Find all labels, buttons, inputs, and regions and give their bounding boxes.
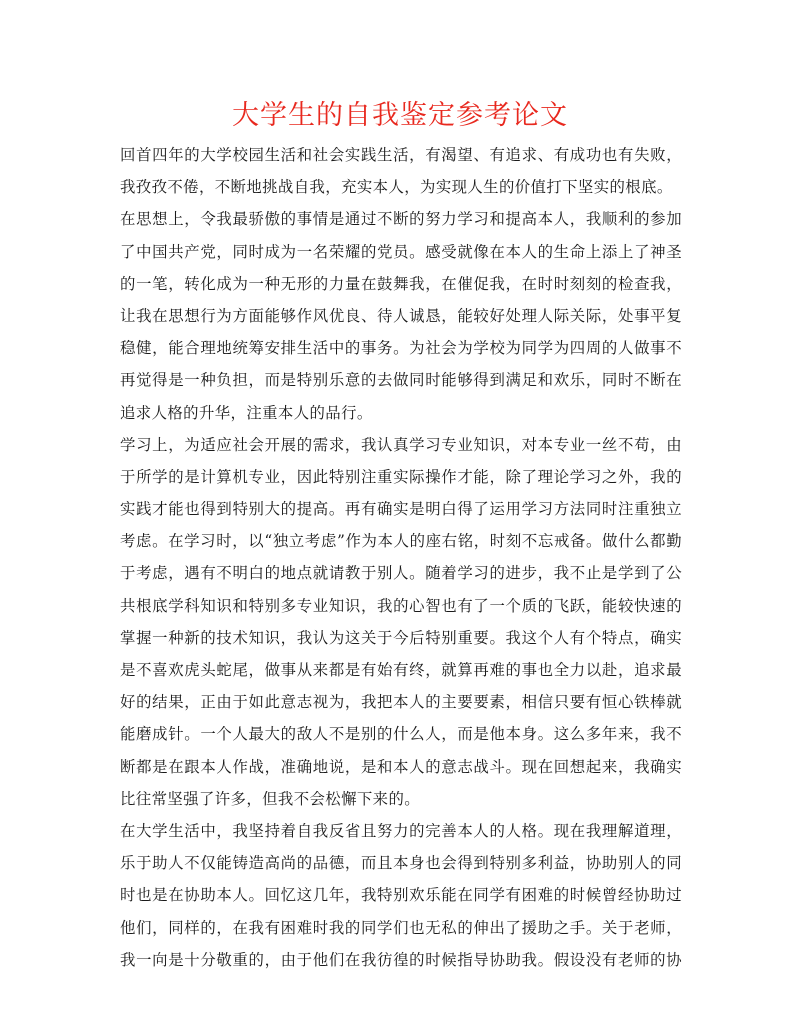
text-line: 时也是在协助本人。回忆这几年，我特别欢乐能在同学有困难的时候曾经协助过 [120,886,682,905]
text-line: 考虑。在学习时，以“独立考虑”作为本人的座右铭，时刻不忘戒备。做什么都勤 [120,532,682,551]
text-line: 乐于助人不仅能铸造高尚的品德，而且本身也会得到特别多利益，协助别人的同 [120,854,682,873]
text-line: 断都是在跟本人作战，准确地说，是和本人的意志战斗。现在回想起来，我确实 [120,757,682,776]
paragraph [120,203,682,428]
document-title: 大学生的自我鉴定参考论文 [232,100,568,131]
document-body [120,139,682,976]
text-line: 实践才能也得到特别大的提高。再有确实是明白得了运用学习方法同时注重独立 [120,500,682,519]
text-line: 共根底学科知识和特别多专业知识，我的心智也有了一个质的飞跃，能较快速的 [120,596,682,615]
text-line: 了中国共产党，同时成为一名荣耀的党员。感受就像在本人的生命上添上了神圣 [120,242,682,261]
text-line: 是不喜欢虎头蛇尾，做事从来都是有始有终，就算再难的事也全力以赴，追求最 [120,661,682,679]
text-line: 我孜孜不倦，不断地挑战自我，充实本人，为实现人生的价值打下坚实的根底。 [120,178,673,197]
text-line: 好的结果，正由于如此意志视为，我把本人的主要要素，相信只要有恒心铁棒就 [120,693,682,712]
text-line: 学习上，为适应社会开展的需求，我认真学习专业知识，对本专业一丝不苟，由 [120,435,682,454]
text-line: 掌握一种新的技术知识，我认为这关于今后特别重要。我这个人有个特点，确实 [120,628,682,647]
text-line: 比往常坚强了许多，但我不会松懈下来的。 [120,789,421,808]
text-line: 回首四年的大学校园生活和社会实践生活，有渴望、有追求、有成功也有失败， [120,146,682,164]
text-line: 追求人格的升华，注重本人的品行。 [120,403,373,422]
paragraph [120,429,682,815]
text-line: 在思想上，令我最骄傲的事情是通过不断的努力学习和提高本人，我顺利的参加 [120,210,682,229]
text-line: 再觉得是一种负担，而是特别乐意的去做同时能够得到满足和欢乐，同时不断在 [120,371,682,390]
text-line: 能磨成针。一个人最大的敌人不是别的什么人，而是他本身。这么多年来，我不 [120,725,682,744]
text-line: 的一笔，转化成为一种无形的力量在鼓舞我，在催促我，在时时刻刻的检查我， [120,274,682,293]
text-line: 于所学的是计算机专业，因此特别注重实际操作才能，除了理论学习之外，我的 [120,467,682,486]
text-line: 让我在思想行为方面能够作风优良、待人诚恳，能较好处理人际关际，处事平复 [120,306,682,325]
text-line: 在大学生活中，我坚持着自我反省且努力的完善本人的人格。现在我理解道理， [120,821,682,840]
paragraph [120,139,682,203]
text-line: 稳健，能合理地统筹安排生活中的事务。为社会为学校为同学为四周的人做事不 [120,339,682,358]
text-line: 我一向是十分敬重的，由于他们在我彷徨的时候指导协助我。假设没有老师的协 [120,950,682,969]
text-line: 于考虑，遇有不明白的地点就请教于别人。随着学习的进步，我不止是学到了公 [120,564,682,583]
text-line: 他们，同样的，在我有困难时我的同学们也无私的伸出了援助之手。关于老师， [120,918,682,937]
paragraph [120,815,682,976]
